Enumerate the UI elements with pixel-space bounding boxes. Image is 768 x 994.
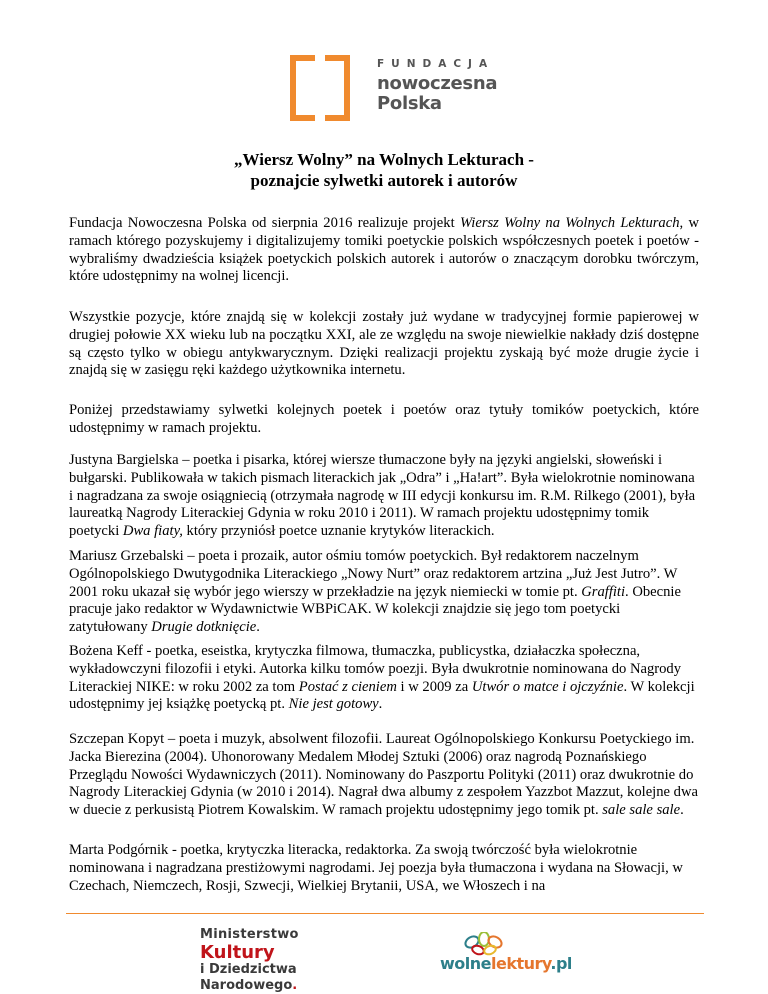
paragraph-grzebalski <box>69 548 699 637</box>
logo-polska-text: Polska <box>377 93 442 114</box>
p5-book-title-1: Graffiti <box>581 583 626 600</box>
p5-text-b: . Obecnie pracuje jako redaktor w Wydawnictwie WBPiCAK. W kolekcji znajdzie się jego tom poetycki zatytułowany <box>69 583 681 636</box>
p4-text-a: Justyna Bargielska – poetka i pisarka, której wiersze tłumaczone były na języki angielski, słoweński i bułgarski. Publikowała w takich pismach literackich jak „Odra” i „Ha!art”. Była wielokrotnie nominowana i nagradzana za swoje osiągniecią (otrzymała nagrodę w III edycji konkursu im. R.M. Rilkego (2001), była laureatką Nagrody Literackiej Gdynia w roku 2010 i 2011). W ramach projektu udostępnimy tomik poetycki <box>69 452 696 540</box>
p6-book-title-1: Postać z cieniem <box>298 678 397 695</box>
p4-text-b: który przyniósł poetce uznanie krytyków literackich. <box>182 523 495 540</box>
p6-book-title-3: Nie jest gotowy <box>288 696 379 713</box>
paragraph-keff <box>69 643 699 714</box>
ministry-line-4 <box>200 978 299 994</box>
p5-text-c: . <box>256 619 260 636</box>
ministry-line-4-text: Narodowego <box>200 978 293 993</box>
wl-part-1: wolne <box>440 954 491 973</box>
p6-text-c: . W kolekcji udostępnimy jej książkę poetycką pt. <box>69 678 695 713</box>
wolnelektury-logo <box>440 932 580 978</box>
p1-project-name: Wiersz Wolny na Wolnych Lekturach <box>459 215 680 231</box>
ministry-culture-logo <box>200 927 299 994</box>
p1-text-a: Fundacja Nowoczesna Polska od sierpnia 2016 realizuje projekt <box>69 215 460 231</box>
logo-nowoczesna-text: nowoczesna <box>377 73 498 94</box>
p1-text-b: , w ramach którego pozyskujemy i digitalizujemy tomiki poetyckie polskich współczesnych poetek i poetów - wybraliśmy dwadzieścia książek poetyckich polskich autorek i autorów o znaczącym dorobku twórczym, które udostępnimy na wolnej licencji. <box>69 215 699 285</box>
fundacja-nowoczesna-polska-logo <box>289 55 498 121</box>
paragraph-collection: Wszystkie pozycje, które znajdą się w kolekcji zostały już wydane w tradycyjnej formie papierowej w drugiej połowie XX wieku lub na początku XXI, ale ze względu na swoje niewielkie nakłady dziś dostępne są często tylko w obiegu antykwarycznym. Dzięki realizacji projektu zyskają być może drugie życie i znajdą się w zasięgu ręki każdego użytkownika internetu. <box>69 309 699 379</box>
paragraph-bargielska <box>69 452 699 541</box>
p7-book-title: sale sale sale <box>602 802 681 819</box>
paragraph-podgornik: Marta Podgórnik - poetka, krytyczka literacka, redaktorka. Za swoją twórczość była wielokrotnie nominowana i nagradzana prestiżowymi nagrodami. Jej poezja była tłumaczona i wydana na Słowacji, w Czechach, Niemczech, Rosji, Szwecji, Wielkiej Brytanii, USA, we Włoszech i na <box>69 842 683 894</box>
p4-book-title: Dwa fiaty, <box>122 523 183 540</box>
wolnelektury-wordmark <box>440 954 572 973</box>
p6-text-b: i w 2009 za <box>396 678 472 695</box>
title-line-2: poznajcie sylwetki autorek i autorów <box>250 171 518 190</box>
p6-text-a: Bożena Keff - poetka, eseistka, krytyczka filmowa, tłumaczka, publicystka, działaczka społeczna, wykładowczyni filozofii i etyki. Autorka kilku tomów poezji. Była dwukrotnie nominowana do Nagrody Literackiej NIKE: w roku 2002 za tom <box>69 643 682 695</box>
wl-part-2: lektury <box>491 954 551 973</box>
p5-book-title-2: Drugie dotknięcie <box>151 619 257 636</box>
paragraph-overview: Poniżej przedstawiamy sylwetki kolejnych poetek i poetów oraz tytuły tomików poetyckich, które udostępnimy w ramach projektu. <box>69 402 699 436</box>
paragraph-kopyt <box>69 731 699 820</box>
p7-text-b: . <box>680 802 684 819</box>
document-title <box>60 149 708 191</box>
bracket-logo-icon <box>289 55 351 121</box>
p6-book-title-2: Utwór o matce i ojczyźnie <box>471 678 624 695</box>
wl-part-3: .pl <box>550 954 572 973</box>
paragraph-intro <box>69 215 699 286</box>
ministry-dot: . <box>292 978 298 993</box>
p5-text-a: Mariusz Grzebalski – poeta i prozaik, autor ośmiu tomów poetyckich. Był redaktorem naczelnym Ogólnopolskiego Dwutygodnika Literackiego „Nowy Nurt” oraz redaktorem artzina „Już Jest Jutro”. W 2001 roku ukazał się wybór jego wierszy w przekładzie na język niemiecki w tomie pt. <box>69 548 678 600</box>
logo-fundacja-text: FUNDACJA <box>377 58 495 70</box>
p7-text-a: Szczepan Kopyt – poeta i muzyk, absolwent filozofii. Laureat Ogólnopolskiego Konkursu Poetyckiego im. Jacka Bierezina (2004). Uhonorowany Medalem Młodej Sztuki (2006) oraz nagrodą Poznańskiego Przeglądu Nowości Wydawniczych (2011). Nominowany do Paszportu Polityki (2011) oraz dwukrotnie do Nagrody Literackiej Gdynia (w 2010 i 2014). Nagrał dwa albumy z zespołem Yazzbot Mazzut, kolejne dwa w duecie z perkusistą Piotrem Kowalskim. W ramach projektu udostępnimy jego tomik pt. <box>69 731 698 819</box>
p6-text-d: . <box>378 696 383 713</box>
ministry-line-2: Kultury <box>200 942 275 963</box>
footer-divider <box>66 913 704 914</box>
ministry-line-1: Ministerstwo <box>200 927 299 942</box>
title-line-1: „Wiersz Wolny” na Wolnych Lekturach - <box>234 150 534 169</box>
ministry-line-3: i Dziedzictwa <box>200 962 297 977</box>
